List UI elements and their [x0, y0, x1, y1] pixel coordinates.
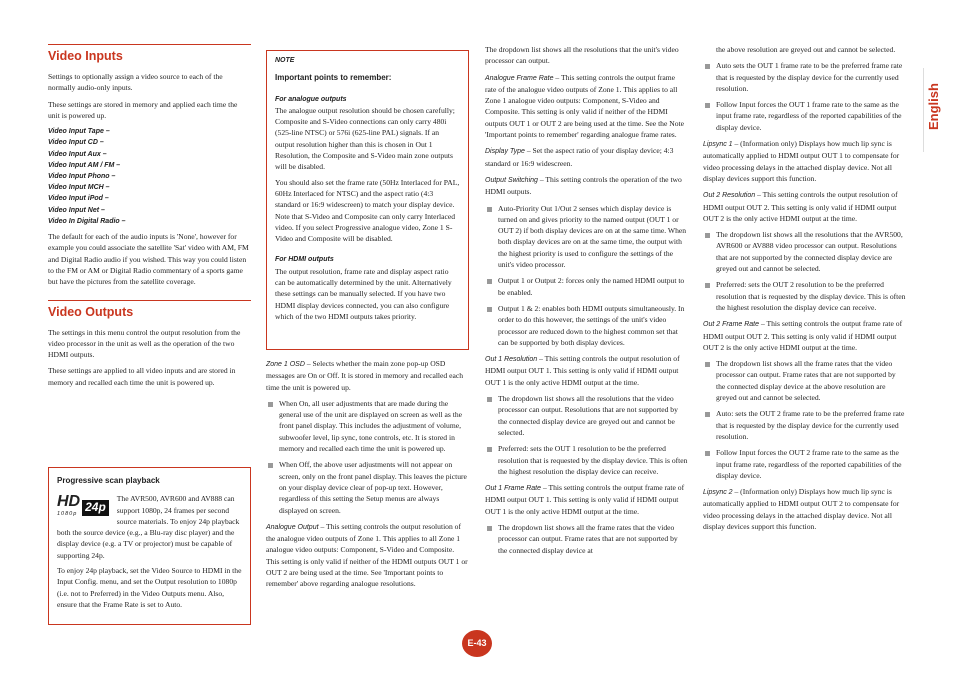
zone1-osd-off-bullet: When Off, the above user adjustments will not appear on screen, only on the front panel display. This leaves the picture on your display device clear of pop-up text. However, regardless of this setting the Setup menus are always displayed on screen.: [266, 459, 469, 515]
out1-frame-rate-bullet: The dropdown list shows all the frame rates that the video processor can output. Frame rates that are not supported by the connected display device at: [485, 522, 688, 556]
out1-frame-rate-paragraph: Out 1 Frame Rate – This setting controls the output frame rate of HDMI output OUT 1. This setting is only valid if HDMI output OUT 1 is the only active HDMI output at the time.: [485, 483, 685, 516]
video-input-list: [48, 126, 251, 227]
resolutions-intro: The dropdown list shows all the resolutions that the unit's video processor can output.: [485, 45, 679, 66]
out2-frame-rate-bullet: Follow Input forces the OUT 2 frame rate to the same as the input frame rate, regardless of the reported capabilities of the display device.: [703, 447, 906, 481]
analogue-note-p1: The analogue output resolution should be chosen carefully; Composite and S-Video connections can only carry 480i (525-line NTSC) or 576i (625-line PAL) signals. If an output resolution higher than this is chosen in Out 1 Resolution, the Composite and S-Video main zone outputs will be disabled.: [275, 105, 455, 172]
output-switching-bullet: Auto-Priority Out 1/Out 2 senses which display device is turned on and gives priority to the named output (OUT 1 or OUT 2) if both display devices are on at the same time. When both display devices are on at the same time, the output with the highest priority is used to configure the settings of the unit's video processor.: [485, 203, 688, 271]
progressive-scan-heading: Progressive scan playback: [57, 476, 160, 485]
video-outputs-intro: The settings in this menu control the output resolution from the video processor in the unit as well as the operation of the two HDMI outputs.: [48, 327, 241, 360]
video-inputs-intro: Settings to optionally assign a video source to each of the normally audio-only inputs.: [48, 72, 223, 93]
frame-rate-continuation: the above resolution are greyed out and cannot be selected.: [716, 45, 896, 54]
out2-frame-rate-bullet: Auto: sets the OUT 2 frame rate to be the preferred frame rate that is requested by the display device for the currently used resolution.: [703, 408, 906, 442]
analogue-output-term: Analogue Output: [266, 523, 319, 531]
zone1-osd-paragraph: Zone 1 OSD – Selects whether the main zone pop-up OSD messages are On or Off. It is stored in memory and recalled each time the unit is powered up.: [266, 359, 464, 392]
video-inputs-memory: These settings are stored in memory and applied each time the unit is powered up.: [48, 99, 238, 120]
out2-frame-rate-paragraph: Out 2 Frame Rate – This setting controls the output frame rate of HDMI output OUT 2. This setting is only valid if HDMI output OUT 2 is the only active HDMI output at the time.: [703, 319, 903, 352]
analogue-output-paragraph: Analogue Output – This setting controls the output resolution of the analogue video outputs of Zone 1. This applies to all Zone 1 analogue video outputs: Component, S-Video and Composite. This setting is only valid if neither of the HDMI outputs OUT 1 or OUT 2 are being used at the time. See 'Important points to remember' above regarding analogue resolutions.: [266, 521, 468, 589]
out1-resolution-bullet: The dropdown list shows all the resolutions that the video processor can output. Resolutions that are not supported by the connected display device are greyed out and cannot be selected.: [485, 393, 688, 438]
note-box: [266, 50, 469, 350]
note-title: Important points to remember:: [275, 73, 392, 83]
page-number: E-43: [462, 630, 492, 657]
analogue-outputs-subheading: For analogue outputs: [275, 95, 347, 103]
video-inputs-default: The default for each of the audio inputs is 'None', however for example you could associate the satellite 'Sat' video with AM, FM and Digital Radio audio if you wished. This way you could listen to the FM or AM or Digital Radio commentary of a sports game but have the pictures from the satellite coverage.: [48, 232, 249, 287]
hdmi-outputs-subheading: For HDMI outputs: [275, 256, 334, 264]
video-input-item: Video Input Net –: [48, 206, 105, 214]
lipsync1-paragraph: Lipsync 1 – (Information only) Displays how much lip sync is automatically applied to HDMI output OUT 1 to compensate for video processing delays in the attached display device. Not all display devices support this function.: [703, 139, 900, 183]
column-2: [266, 358, 469, 595]
lipsync2-paragraph: Lipsync 2 – (Information only) Displays how much lip sync is automatically applied to HDMI output OUT 2 to compensate for video processing delays in the attached display device. Not all display devices support this function.: [703, 487, 900, 531]
video-input-item: Video Input CD –: [48, 139, 104, 147]
language-tab-label: English: [926, 83, 941, 130]
hd-1080p-24p-logo: HD 1080p 24p: [57, 495, 109, 520]
progressive-scan-instructions: To enjoy 24p playback, set the Video Source to HDMI in the Input Config. menu, and set the Output resolution to 1080p (i.e. not to Preferred) in the Video Outputs menu. Also, ensure that the Frame Rate is set to Auto.: [57, 566, 242, 609]
out1-auto-bullet: Auto sets the OUT 1 frame rate to be the preferred frame rate that is requested by the display device for the currently used resolution.: [703, 60, 906, 94]
note-label: NOTE: [275, 57, 295, 64]
video-input-item: Video Input AM / FM –: [48, 161, 121, 169]
video-input-item: Video In Digital Radio –: [48, 217, 126, 225]
video-inputs-heading: Video Inputs: [48, 44, 251, 64]
output-switching-bullet: Output 1 & 2: enables both HDMI outputs simultaneously. In order to do this however, the settings of the unit's video processor are reduced down to the highest common set that can be supported by both display devices.: [485, 303, 688, 348]
out1-resolution-paragraph: Out 1 Resolution – This setting controls the output resolution of HDMI output OUT 1. This setting is only valid if HDMI output OUT 1 is the only active HDMI output at the time.: [485, 354, 680, 387]
video-outputs-heading: Video Outputs: [48, 300, 251, 320]
output-switching-bullet: Output 1 or Output 2: forces only the named HDMI output to be enabled.: [485, 275, 688, 298]
progressive-scan-box: [48, 467, 251, 625]
progressive-scan-support: The AVR500, AVR600 and AV888 can support 1080p, 24 frames per second source materials. To enjoy 24p playback both the source device (e.g., a Blu-ray disc player) and the display device (e.g. a TV or projector) must be capable of supporting 24p.: [57, 494, 240, 560]
video-input-item: Video Input iPod –: [48, 195, 109, 203]
out1-follow-input-bullet: Follow Input forces the OUT 1 frame rate to the same as the input frame rate, regardless of the reported capabilities of the display device.: [703, 99, 906, 133]
zone1-osd-on-bullet: When On, all user adjustments that are made during the general use of the unit are displayed on screen as well as the front panel display. This includes the adjustment of volume, subwoofer level, lip sync, tone controls, etc. It is stored in memory and recalled each time the unit is powered up.: [266, 398, 469, 454]
out2-frame-rate-bullet: The dropdown list shows all the frame rates that the video processor can output. Frame rates that are not supported by the connected display device at the above resolution are greyed out and cannot be selected.: [703, 358, 906, 403]
zone1-osd-term: Zone 1 OSD: [266, 361, 305, 368]
hdmi-note-p1: The output resolution, frame rate and display aspect ratio can be automatically determined by the unit. Alternatively these settings can be manually selected. If you have two HDMI display devices connected, you can also configure which of the two HDMI outputs takes priority.: [275, 266, 452, 321]
video-outputs-memory: These settings are applied to all video inputs and are stored in memory and recalled each time the unit is powered up.: [48, 366, 236, 387]
analogue-frame-rate-paragraph: Analogue Frame Rate – This setting controls the output frame rate of the analogue video outputs of Zone 1. This applies to all Zone 1 analogue video outputs: Component, S-Video and Composite. This setting is only valid if neither of the HDMI outputs OUT 1 or OUT 2 are being used at the time. See the Note 'Important points to remember' regarding analogue frame rates.: [485, 72, 685, 140]
analogue-note-p2: You should also set the frame rate (50Hz Interlaced for PAL, 60Hz Interlaced for NTSC) and the aspect ratio (4:3 standard or 16:9 widescreen) to match your display device. Note that S-Video and Composite can only carry Interlaced video. If you select Progressive analogue video, Zone 1 S-Video and Composite will be disabled.: [275, 177, 460, 244]
video-input-item: Video Input Aux –: [48, 150, 107, 158]
column-3: [485, 44, 688, 561]
video-input-item: Video Input MCH –: [48, 184, 110, 192]
video-input-item: Video Input Phono –: [48, 173, 116, 180]
out1-resolution-bullet: Preferred: sets the OUT 1 resolution to be the preferred resolution that is requested by the display device. This is often the highest resolution the display device can receive.: [485, 443, 688, 477]
output-switching-paragraph: Output Switching – This setting controls the operation of the two HDMI outputs.: [485, 174, 682, 197]
display-type-paragraph: Display Type – Set the aspect ratio of your display device; 4:3 standard or 16:9 widescreen.: [485, 146, 674, 168]
video-input-item: Video Input Tape –: [48, 128, 110, 136]
out2-resolution-bullet: The dropdown list shows all the resolutions that the AVR500, AVR600 or AV888 video processor can output. Resolutions that are not supported by the connected display device are greyed out and cannot be selected.: [703, 229, 906, 274]
out2-resolution-paragraph: Out 2 Resolution – This setting controls the output resolution of HDMI output OUT 2. This setting is only valid if HDMI output OUT 2 is the only active HDMI output at the time.: [703, 190, 898, 223]
language-tab: [923, 68, 954, 152]
out2-resolution-bullet: Preferred: sets the OUT 2 resolution to be the preferred resolution that is requested by the display device. This is often the highest resolution the display device can receive.: [703, 279, 906, 313]
column-1: [48, 44, 251, 393]
column-4: [703, 44, 906, 537]
